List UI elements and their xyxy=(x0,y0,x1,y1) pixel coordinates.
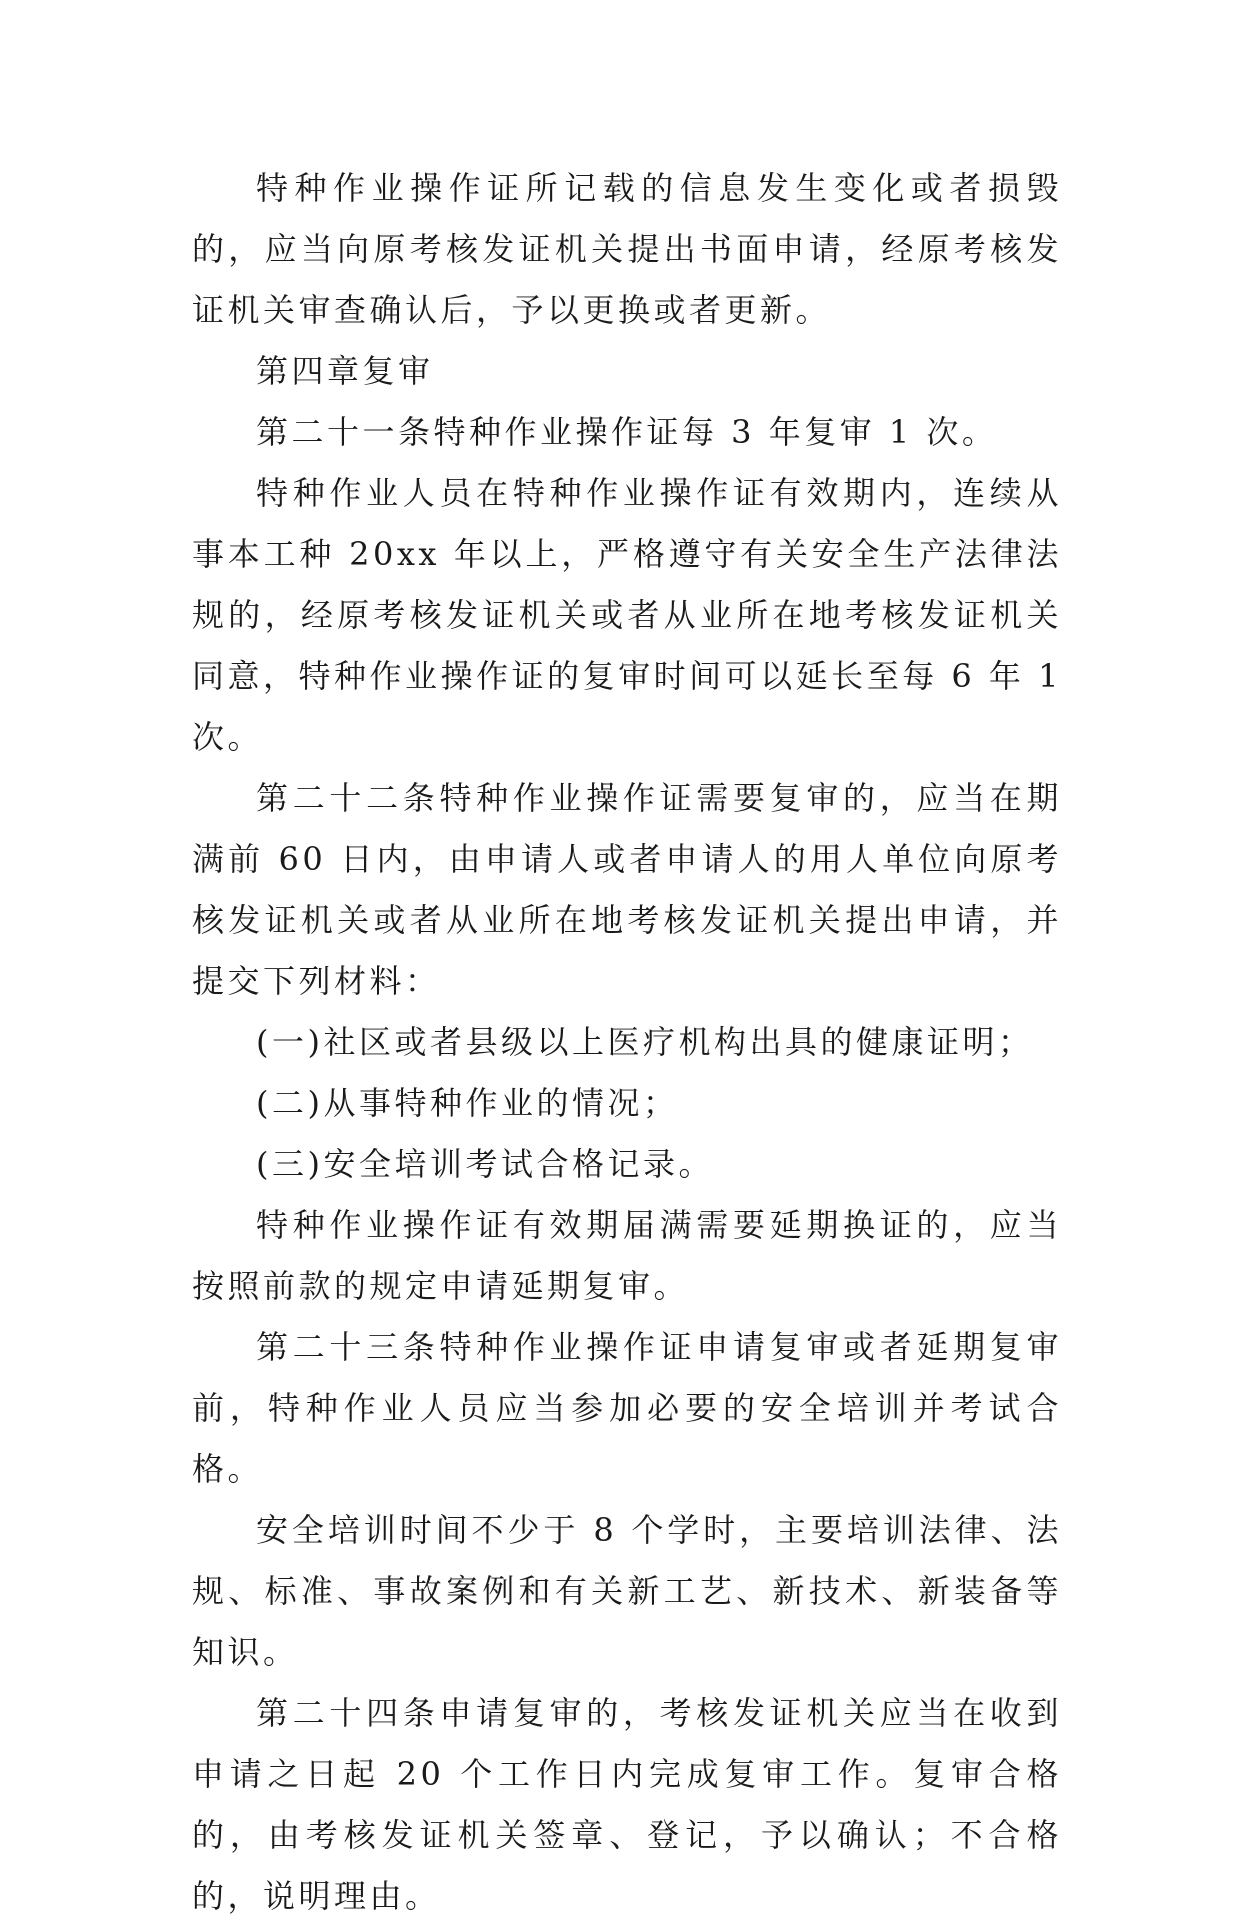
document-body xyxy=(192,158,1062,1927)
article-23: 第二十三条特种作业操作证申请复审或者延期复审前，特种作业人员应当参加必要的安全培训并考试合格。 xyxy=(192,1328,1062,1488)
paragraph-training-hours: 安全培训时间不少于 8 个学时，主要培训法律、法规、标准、事故案例和有关新工艺、新技术、新装备等知识。 xyxy=(192,1511,1062,1671)
chapter-heading-review: 第四章复审 xyxy=(256,352,434,390)
article-21: 第二十一条特种作业操作证每 3 年复审 1 次。 xyxy=(256,413,998,451)
article-24: 第二十四条申请复审的，考核发证机关应当在收到申请之日起 20 个工作日内完成复审工作。复审合格的，由考核发证机关签章、登记，予以确认；不合格的，说明理由。 xyxy=(192,1694,1062,1915)
list-item-3: (三)安全培训考试合格记录。 xyxy=(256,1145,714,1183)
article-22: 第二十二条特种作业操作证需要复审的，应当在期满前 60 日内，由申请人或者申请人的用人单位向原考核发证机关或者从业所在地考核发证机关提出申请，并提交下列材料： xyxy=(192,779,1062,1000)
list-item-2: (二)从事特种作业的情况； xyxy=(256,1084,679,1122)
paragraph-extension: 特种作业人员在特种作业操作证有效期内，连续从事本工种 20xx 年以上，严格遵守有关安全生产法律法规的，经原考核发证机关或者从业所在地考核发证机关同意，特种作业操作证的复审时间可以延长至每 6 年 1 次。 xyxy=(192,474,1062,756)
paragraph-expiry-renewal: 特种作业操作证有效期届满需要延期换证的，应当按照前款的规定申请延期复审。 xyxy=(192,1206,1062,1305)
list-item-1: (一)社区或者县级以上医疗机构出具的健康证明； xyxy=(256,1023,1034,1061)
paragraph-info-change: 特种作业操作证所记载的信息发生变化或者损毁的，应当向原考核发证机关提出书面申请，经原考核发证机关审查确认后，予以更换或者更新。 xyxy=(192,169,1062,329)
